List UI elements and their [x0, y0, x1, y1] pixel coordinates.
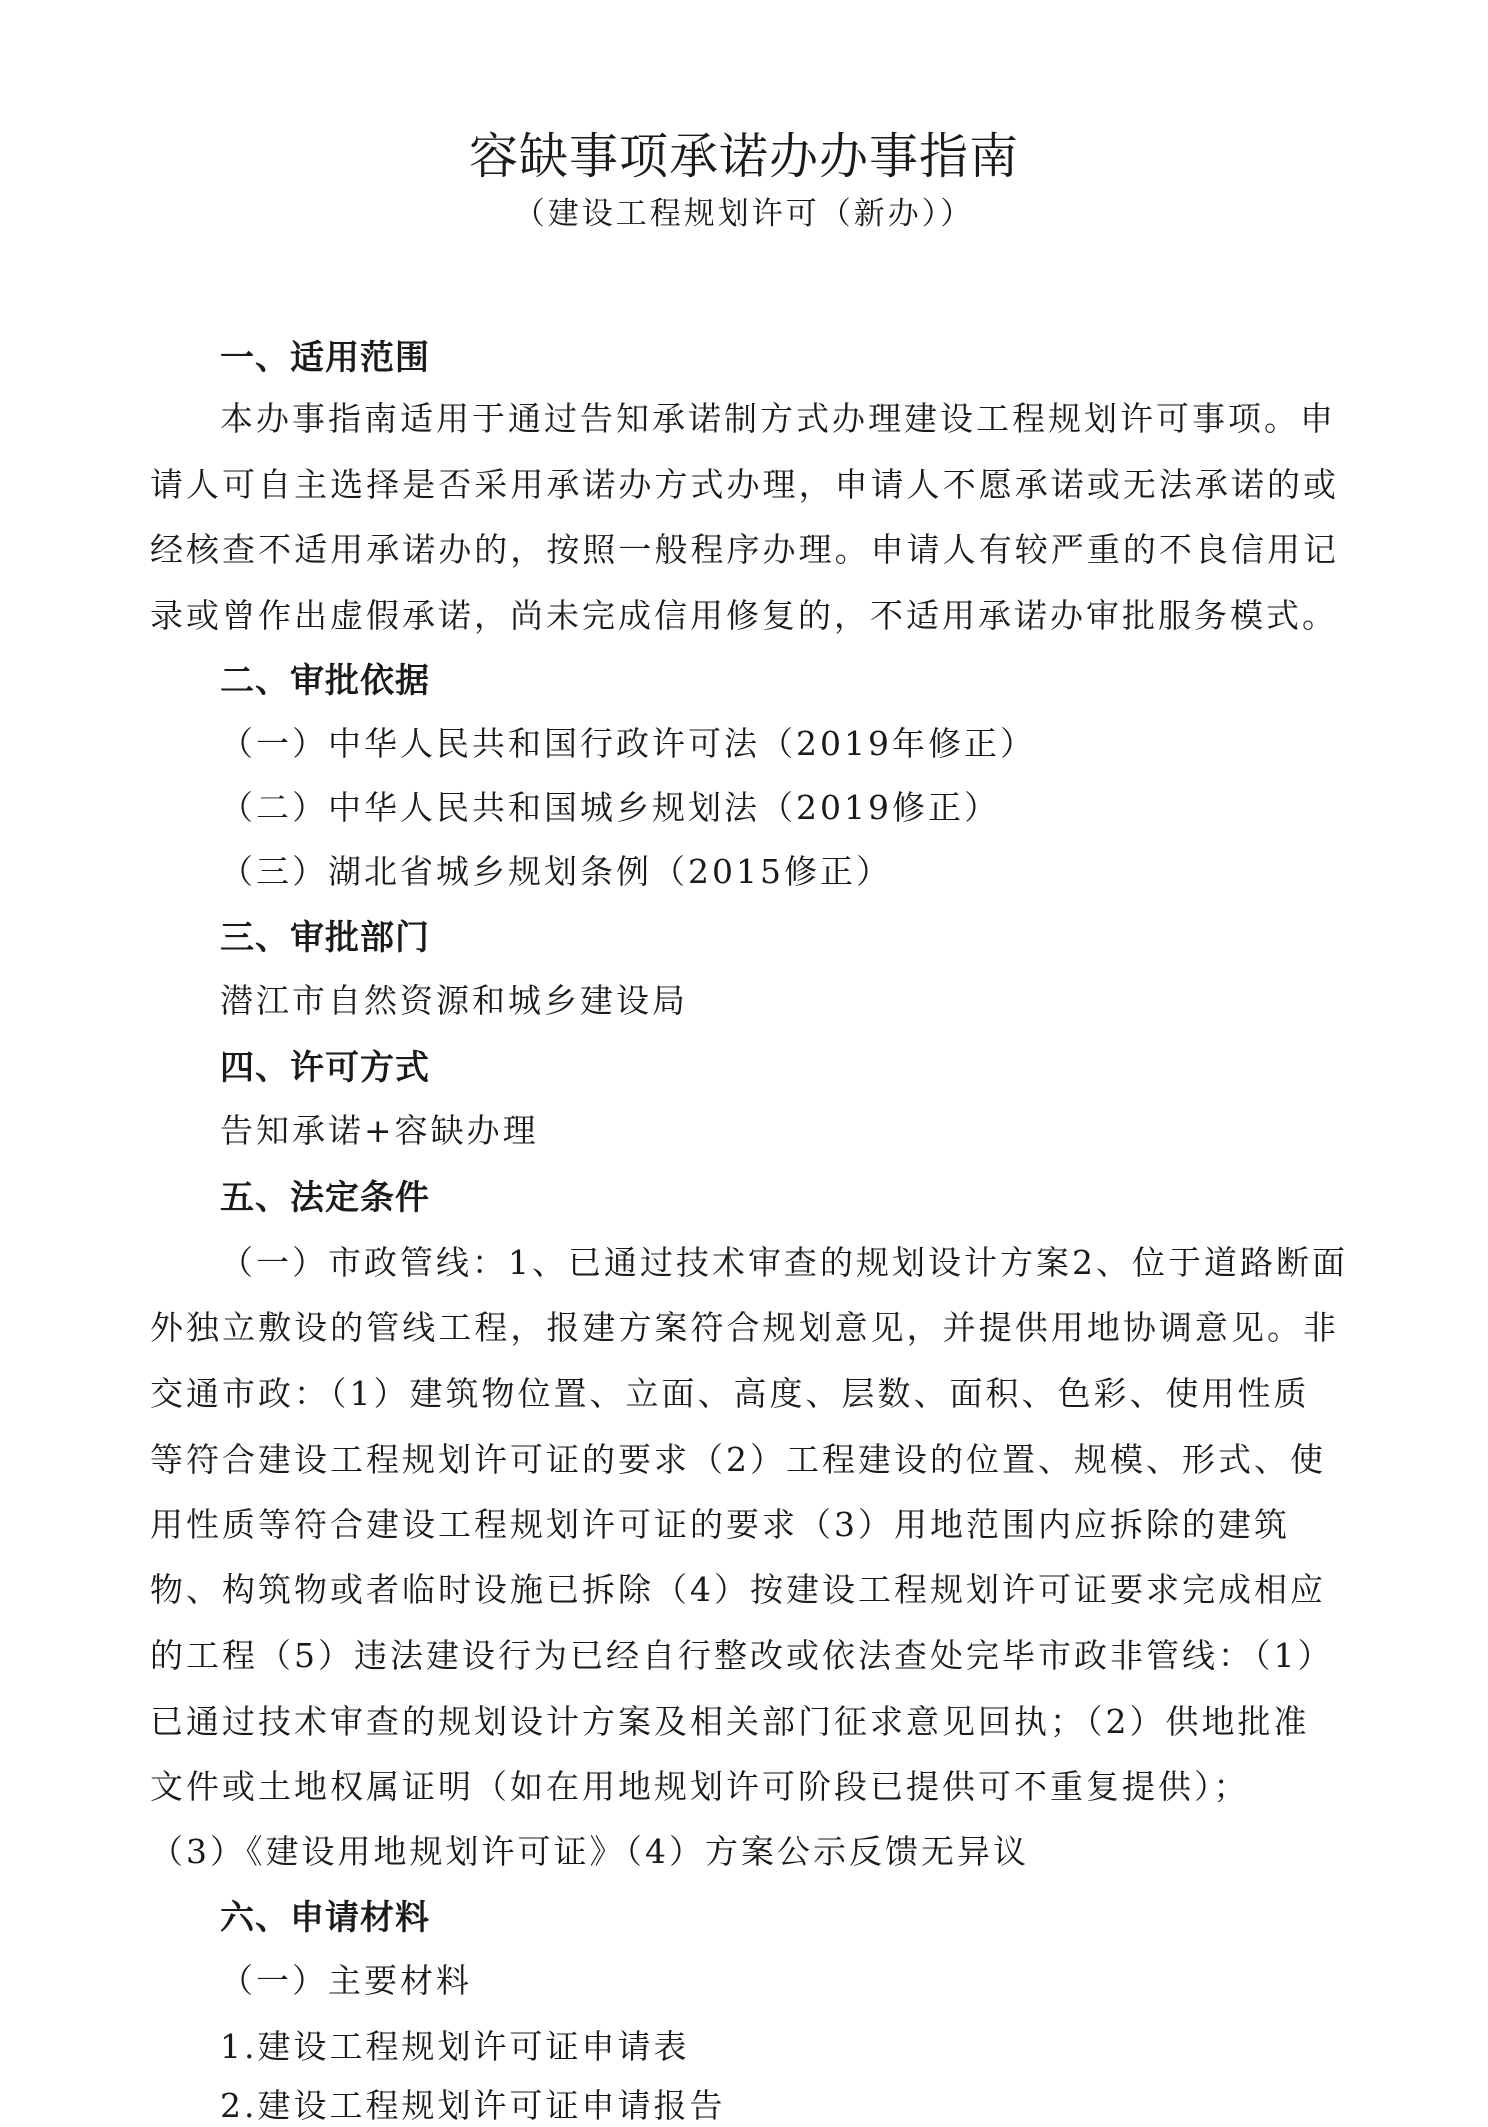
section-heading-department: 三、审批部门 [220, 918, 430, 958]
basis-item: （一）中华人民共和国行政许可法（2019年修正） [220, 724, 1036, 763]
material-item: 1.建设工程规划许可证申请表 [220, 2027, 690, 2066]
section-heading-method: 四、许可方式 [220, 1048, 430, 1088]
section-heading-scope: 一、适用范围 [220, 338, 430, 378]
paragraph-line: 已通过技术审查的规划设计方案及相关部门征求意见回执；（2）供地批准 [150, 1702, 1310, 1741]
paragraph-line: 的工程（5）违法建设行为已经自行整改或依法查处完毕市政非管线：（1） [150, 1636, 1334, 1675]
paragraph-line: 本办事指南适用于通过告知承诺制方式办理建设工程规划许可事项。申 [220, 399, 1336, 438]
paragraph-line: 物、构筑物或者临时设施已拆除（4）按建设工程规划许可证要求完成相应 [150, 1570, 1326, 1609]
section-heading-conditions: 五、法定条件 [220, 1178, 430, 1218]
method-text: 告知承诺+容缺办理 [220, 1111, 539, 1150]
basis-item: （二）中华人民共和国城乡规划法（2019修正） [220, 788, 1000, 827]
paragraph-line: 交通市政：（1）建筑物位置、立面、高度、层数、面积、色彩、使用性质 [150, 1374, 1310, 1413]
materials-subheading: （一）主要材料 [220, 1961, 472, 2000]
document-title: 容缺事项承诺办办事指南 [468, 128, 1019, 185]
paragraph-line: 录或曾作出虚假承诺，尚未完成信用修复的，不适用承诺办审批服务模式。 [150, 596, 1338, 635]
section-heading-materials: 六、申请材料 [220, 1898, 430, 1938]
department-name: 潜江市自然资源和城乡建设局 [220, 981, 688, 1020]
paragraph-line: （3）《建设用地规划许可证》（4）方案公示反馈无异议 [150, 1832, 1029, 1871]
basis-item: （三）湖北省城乡规划条例（2015修正） [220, 852, 892, 891]
paragraph-line: 请人可自主选择是否采用承诺办方式办理，申请人不愿承诺或无法承诺的或 [150, 465, 1338, 504]
paragraph-line: 文件或土地权属证明（如在用地规划许可阶段已提供可不重复提供）； [150, 1767, 1250, 1806]
paragraph-line: 等符合建设工程规划许可证的要求（2）工程建设的位置、规模、形式、使 [150, 1440, 1326, 1479]
paragraph-line: 经核查不适用承诺办的，按照一般程序办理。申请人有较严重的不良信用记 [150, 530, 1338, 569]
document-subtitle: （建设工程规划许可（新办）） [513, 196, 975, 232]
section-heading-basis: 二、审批依据 [220, 661, 430, 701]
paragraph-line: （一）市政管线：1、已通过技术审查的规划设计方案2、位于道路断面 [220, 1243, 1348, 1282]
material-item: 2.建设工程规划许可证申请报告 [220, 2086, 726, 2125]
paragraph-line: 用性质等符合建设工程规划许可证的要求（3）用地范围内应拆除的建筑 [150, 1505, 1290, 1544]
paragraph-line: 外独立敷设的管线工程，报建方案符合规划意见，并提供用地协调意见。非 [150, 1308, 1338, 1347]
